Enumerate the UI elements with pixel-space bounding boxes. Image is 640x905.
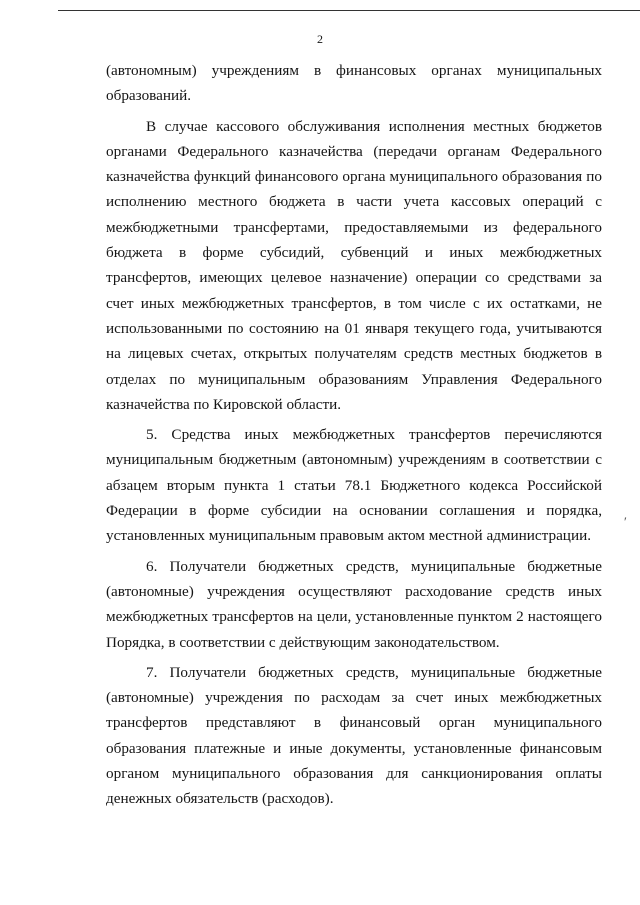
paragraph-item-5: 5. Средства иных межбюджетных трансфертов перечисляются муниципальным бюджетным (автономным) учреждениям в соответствии с абзацем вторым пункта 1 статьи 78.1 Бюджетного кодекса Российской Федерации в форме субсидии на основании соглашения и порядка, установленных муниципальным правовым актом местной администрации. <box>106 426 602 545</box>
paragraph-item-6: 6. Получатели бюджетных средств, муниципальные бюджетные (автономные) учреждения осуществляют расходование средств иных межбюджетных трансфертов на цели, установленные пунктом 2 настоящего Порядка, в соответствии с действующим законодательством. <box>106 557 602 651</box>
document-body <box>106 58 602 812</box>
page-number: 2 <box>317 32 323 46</box>
paragraph-continuation: (автономным) учреждениям в финансовых органах муниципальных образований. <box>106 62 602 105</box>
paragraph-item-7: 7. Получатели бюджетных средств, муниципальные бюджетные (автономные) учреждения по расходам за счет иных межбюджетных трансфертов представляют в финансовый орган муниципального образования платежные и иные документы, установленные финансовым органом муниципального образования для санкционирования оплаты денежных обязательств (расходов). <box>106 663 602 808</box>
margin-pen-mark: ʹ <box>624 514 627 529</box>
top-border-line <box>58 10 640 11</box>
paragraph-treasury-servicing: В случае кассового обслуживания исполнения местных бюджетов органами Федерального казначейства (передачи органам Федерального казначейства функций финансового органа муниципального образования по исполнению местного бюджета в части учета кассовых операций с межбюджетными трансфертами, предоставляемыми из федерального бюджета в форме субсидий, субвенций и иных межбюджетных трансфертов, имеющих целевое назначение) операции со средствами за счет иных межбюджетных трансфертов, в том числе с их остатками, не использованными по состоянию на 01 января текущего года, учитываются на лицевых счетах, открытых получателям средств местных бюджетов в отделах по муниципальным образованиям Управления Федерального казначейства по Кировской области. <box>106 117 602 413</box>
